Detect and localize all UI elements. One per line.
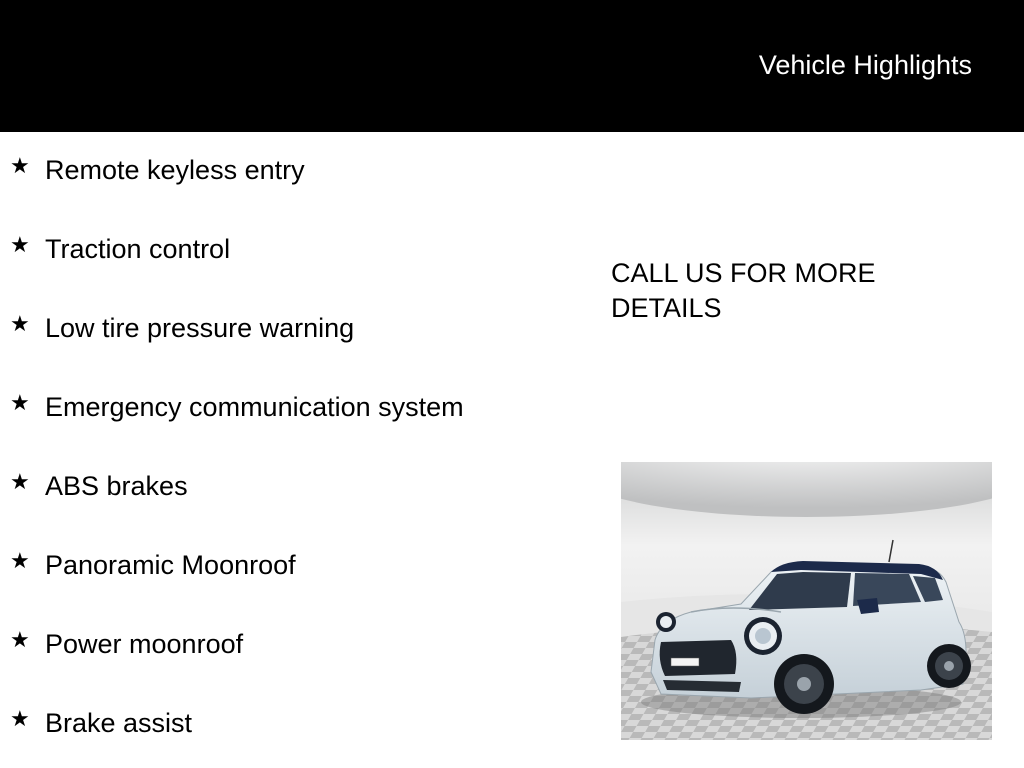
feature-item <box>0 545 560 624</box>
feature-label: Emergency communication system <box>45 392 464 422</box>
feature-item <box>0 150 560 229</box>
feature-item <box>0 466 560 545</box>
header-bar <box>0 0 1024 132</box>
star-icon: ★ <box>10 627 30 652</box>
star-icon: ★ <box>10 390 30 415</box>
star-icon: ★ <box>10 469 30 494</box>
feature-label: Panoramic Moonroof <box>45 550 296 580</box>
feature-item <box>0 387 560 466</box>
feature-label: Low tire pressure warning <box>45 313 355 343</box>
call-us-text: CALL US FOR MORE DETAILS <box>611 258 876 323</box>
star-icon: ★ <box>10 232 30 257</box>
feature-item <box>0 229 560 308</box>
star-icon: ★ <box>10 706 30 731</box>
feature-label: Brake assist <box>45 708 193 738</box>
feature-item <box>0 624 560 703</box>
star-icon: ★ <box>10 153 30 178</box>
feature-label: Power moonroof <box>45 629 244 659</box>
star-icon: ★ <box>10 548 30 573</box>
vehicle-photo <box>621 462 992 740</box>
feature-label: Remote keyless entry <box>45 155 305 185</box>
feature-item <box>0 703 560 768</box>
feature-list <box>0 150 560 768</box>
feature-label: ABS brakes <box>45 471 188 501</box>
star-icon: ★ <box>10 311 30 336</box>
feature-item <box>0 308 560 387</box>
page-title: Vehicle Highlights <box>758 50 972 80</box>
feature-label: Traction control <box>45 234 231 264</box>
